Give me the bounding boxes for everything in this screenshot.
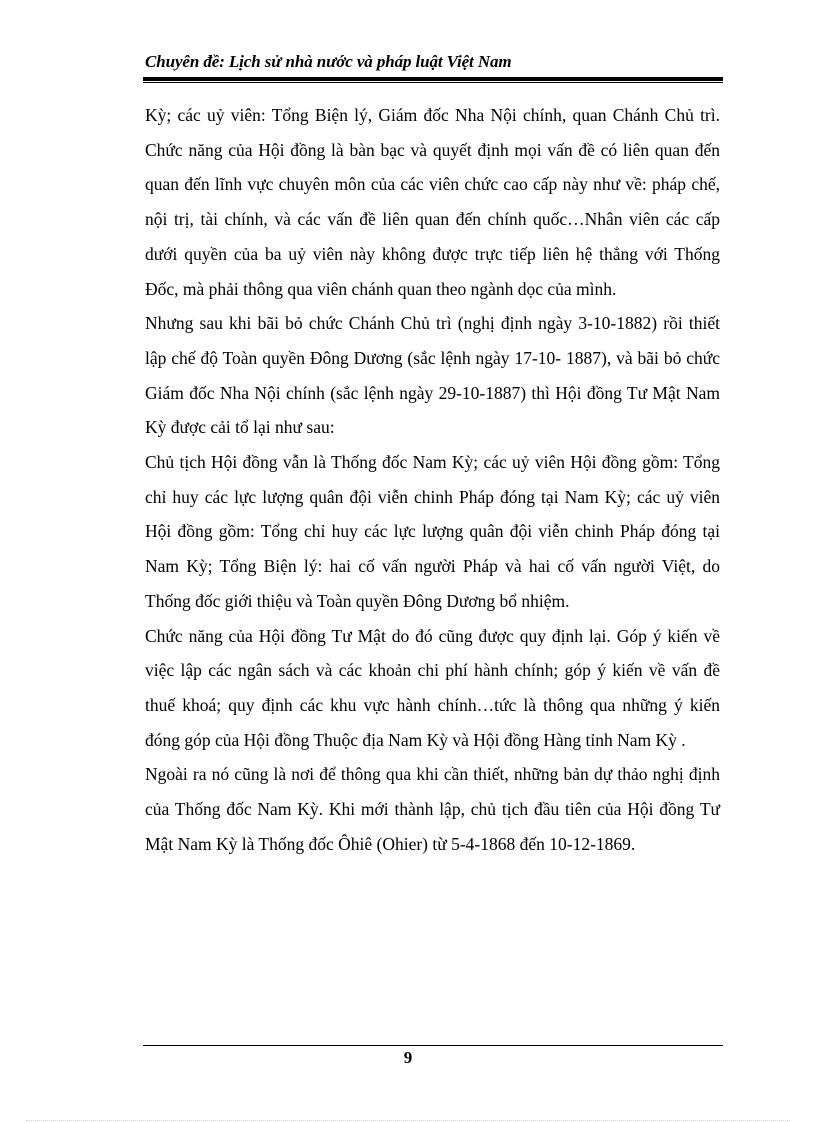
paragraph: Chức năng của Hội đồng Tư Mật do đó cũng được quy định lại. Góp ý kiến về việc lập các ngân sách và các khoản chi phí hành chính; góp ý kiến về vấn đề thuế khoá; quy định các khu vực hành chính…tức là thông qua những ý kiến đóng góp của Hội đồng Thuộc địa Nam Kỳ và Hội đồng Hàng tỉnh Nam Kỳ . xyxy=(145,625,720,750)
paragraph: Chủ tịch Hội đồng vẫn là Thống đốc Nam Kỳ; các uỷ viên Hội đồng gồm: Tổng chỉ huy các lực lượng quân đội viễn chinh Pháp đóng tại Nam Kỳ; các uỷ viên Hội đồng gồm: Tổng chỉ huy các lực lượng quân đội viễn chinh Pháp đóng tại Nam Kỳ; Tổng Biện lý: hai cố vấn người Pháp và hai cố vấn người Việt, do Thống đốc giới thiệu và Toàn quyền Đông Dương bổ nhiệm. xyxy=(145,452,720,611)
paragraph: Ngoài ra nó cũng là nơi để thông qua khi cần thiết, những bản dự thảo nghị định của Thống đốc Nam Kỳ. Khi mới thành lập, chủ tịch đầu tiên của Hội đồng Tư Mật Nam Kỳ là Thống đốc Ôhiê (Ohier) từ 5-4-1868 đến 10-12-1869. xyxy=(145,764,720,854)
page-edge-divider xyxy=(26,1120,790,1121)
running-header-title: Chuyên đề: Lịch sử nhà nước và pháp luật Việt Nam xyxy=(145,52,512,71)
body-text xyxy=(145,98,720,861)
page-number: 9 xyxy=(403,1048,413,1067)
paragraph: Nhưng sau khi bãi bỏ chức Chánh Chủ trì (nghị định ngày 3-10-1882) rồi thiết lập chế độ Toàn quyền Đông Dương (sắc lệnh ngày 17-10- 1887), và bãi bỏ chức Giám đốc Nha Nội chính (sắc lệnh ngày 29-10-1887) thì Hội đồng Tư Mật Nam Kỳ được cải tổ lại như sau: xyxy=(145,313,720,438)
paragraph: Kỳ; các uỷ viên: Tổng Biện lý, Giám đốc Nha Nội chính, quan Chánh Chủ trì. Chức năng của Hội đồng là bàn bạc và quyết định mọi vấn đề có liên quan đến quan đến lĩnh vực chuyên môn của các viên chức cao cấp này như về: pháp chế, nội trị, tài chính, và các vấn đề liên quan đến chính quốc…Nhân viên các cấp dưới quyền của ba uỷ viên này không được trực tiếp liên hệ thẳng với Thống Đốc, mà phải thông qua viên chánh quan theo ngành dọc của mình. xyxy=(145,105,720,299)
header-rule xyxy=(143,77,723,83)
footer-rule xyxy=(143,1045,723,1046)
